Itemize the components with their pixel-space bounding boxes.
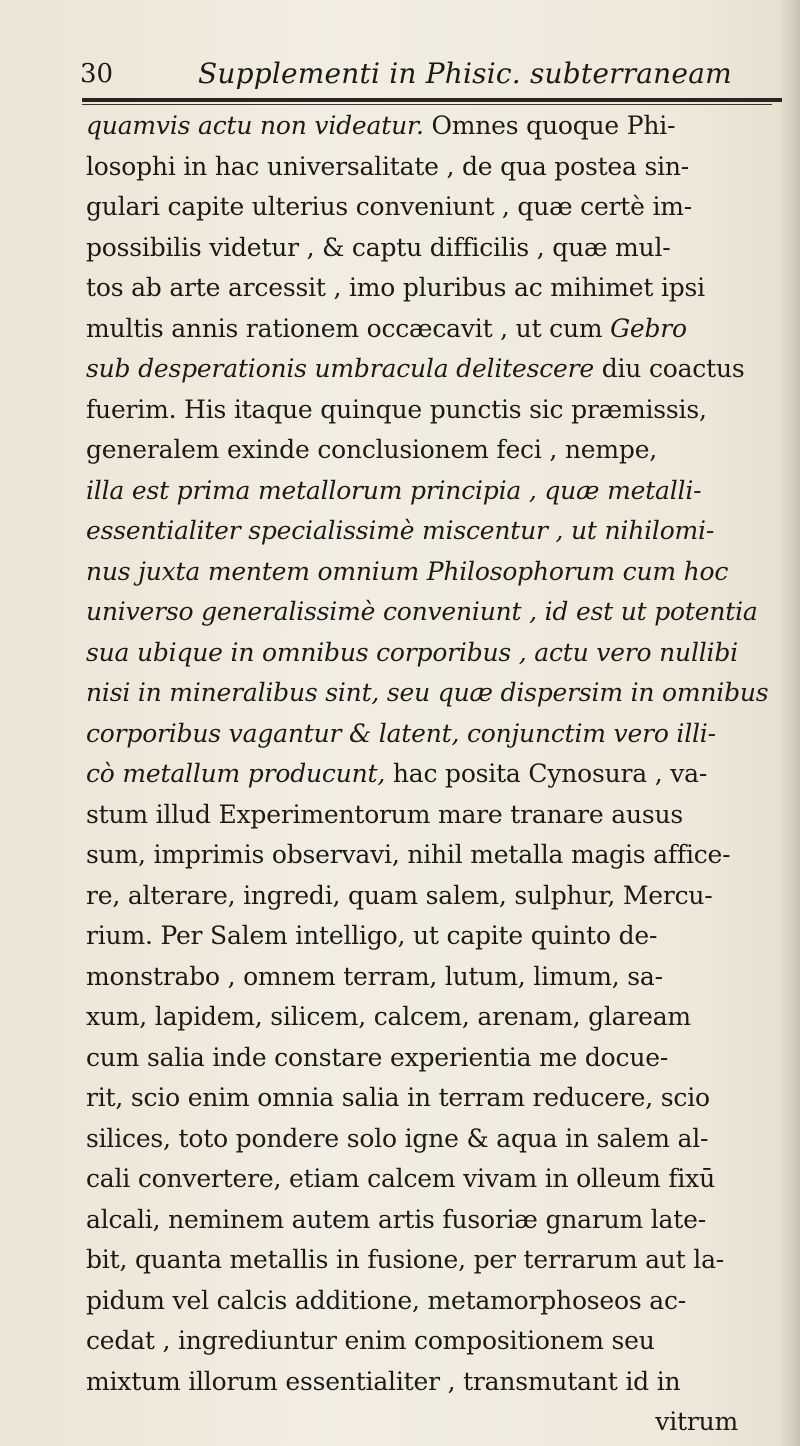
text-line xyxy=(86,268,786,309)
text-segment: multis annis rationem occæcavit , ut cum xyxy=(86,313,611,343)
text-line xyxy=(86,754,786,795)
text-segment: stum illud Experimentorum mare tranare ausus xyxy=(86,799,684,829)
text-line xyxy=(86,1321,786,1362)
text-line xyxy=(86,1159,786,1200)
text-segment: hac posita Cynosura , va- xyxy=(385,759,708,788)
catchword: vitrum xyxy=(655,1407,738,1436)
text-line xyxy=(86,228,786,269)
text-line xyxy=(86,552,786,593)
italic-text-segment: sua ubique in omnibus corporibus , actu vero nullibi xyxy=(86,637,738,667)
text-line xyxy=(86,1240,786,1281)
text-segment: generalem exinde conclusionem feci , nempe, xyxy=(86,435,658,464)
text-segment: silices, toto pondere solo igne & aqua in salem al- xyxy=(86,1123,709,1153)
header-rule xyxy=(82,98,782,102)
text-line xyxy=(86,471,786,512)
text-line xyxy=(86,106,786,147)
italic-text-segment: quamvis actu non videatur. xyxy=(86,111,424,140)
text-segment: rium. Per Salem intelligo, ut capite quinto de- xyxy=(86,921,658,950)
text-segment: xum, lapidem, silicem, calcem, arenam, glaream xyxy=(86,1002,691,1031)
text-line xyxy=(86,795,786,836)
text-segment: diu coactus xyxy=(593,354,745,383)
text-segment: losophi in hac universalitate , de qua postea sin- xyxy=(86,151,690,181)
text-segment: fuerim. His itaque quinque punctis sic præmissis, xyxy=(86,394,707,424)
text-line xyxy=(86,714,786,755)
italic-text-segment: essentialiter specialissimè miscentur , ut nihilomi- xyxy=(86,516,715,545)
text-line xyxy=(86,309,786,350)
text-line xyxy=(86,147,786,188)
text-segment: pidum vel calcis additione, metamorphoseos ac- xyxy=(86,1285,687,1315)
text-line xyxy=(86,673,786,714)
text-line xyxy=(86,511,786,552)
running-title: Supplementi in Phisic. subterraneam xyxy=(198,57,732,90)
text-line xyxy=(86,957,786,998)
text-line xyxy=(86,349,786,390)
text-line xyxy=(86,1119,786,1160)
text-line xyxy=(86,430,786,471)
text-line xyxy=(86,1281,786,1322)
text-line xyxy=(86,187,786,228)
italic-text-segment: nus juxta mentem omnium Philosophorum cum hoc xyxy=(86,556,729,586)
text-segment: rit, scio enim omnia salia in terram reducere, scio xyxy=(86,1083,710,1112)
text-segment: bit, quanta metallis in fusione, per terrarum aut la- xyxy=(86,1245,725,1274)
text-segment: possibilis videtur , & captu difficilis , quæ mul- xyxy=(86,232,671,262)
text-segment: cali convertere, etiam calcem vivam in olleum fixū xyxy=(86,1164,715,1193)
text-line xyxy=(86,1078,786,1119)
italic-text-segment: cò metallum producunt, xyxy=(86,759,386,788)
text-segment: monstrabo , omnem terram, lutum, limum, sa- xyxy=(86,961,663,991)
text-line xyxy=(86,390,786,431)
text-line xyxy=(86,835,786,876)
italic-text-segment: universo generalissimè conveniunt , id est ut potentia xyxy=(86,597,758,626)
text-line xyxy=(86,633,786,674)
text-line xyxy=(86,1200,786,1241)
text-line xyxy=(86,592,786,633)
header-rule-thin xyxy=(82,104,772,105)
text-segment: Omnes quoque Phi- xyxy=(423,111,676,140)
body-text xyxy=(86,106,786,1443)
text-segment: re, alterare, ingredi, quam salem, sulphur, Mercu- xyxy=(86,880,713,910)
italic-text-segment: illa est prima metallorum principia , quæ metalli- xyxy=(86,475,702,505)
text-segment: gulari capite ulterius conveniunt , quæ certè im- xyxy=(86,192,693,221)
italic-text-segment: sub desperationis umbracula delitescere xyxy=(86,354,594,383)
text-line xyxy=(86,1362,786,1403)
text-segment: cum salia inde constare experientia me docue- xyxy=(86,1042,669,1072)
page-header xyxy=(80,52,780,96)
text-line xyxy=(86,876,786,917)
italic-text-segment: Gebro xyxy=(610,313,687,343)
text-line xyxy=(86,1038,786,1079)
text-segment: tos ab arte arcessit , imo pluribus ac mihimet ipsi xyxy=(86,273,705,302)
text-line xyxy=(86,997,786,1038)
text-segment: sum, imprimis observavi, nihil metalla magis affice- xyxy=(86,840,731,869)
text-line xyxy=(86,916,786,957)
text-segment: alcali, neminem autem artis fusoriæ gnarum late- xyxy=(86,1204,706,1234)
page-number: 30 xyxy=(80,59,114,89)
text-segment: mixtum illorum essentialiter , transmutant id in xyxy=(86,1366,681,1396)
text-segment: cedat , ingrediuntur enim compositionem seu xyxy=(86,1326,655,1355)
italic-text-segment: corporibus vagantur & latent, conjunctim vero illi- xyxy=(86,718,716,748)
italic-text-segment: nisi in mineralibus sint, seu quæ dispersim in omnibus xyxy=(86,678,769,707)
